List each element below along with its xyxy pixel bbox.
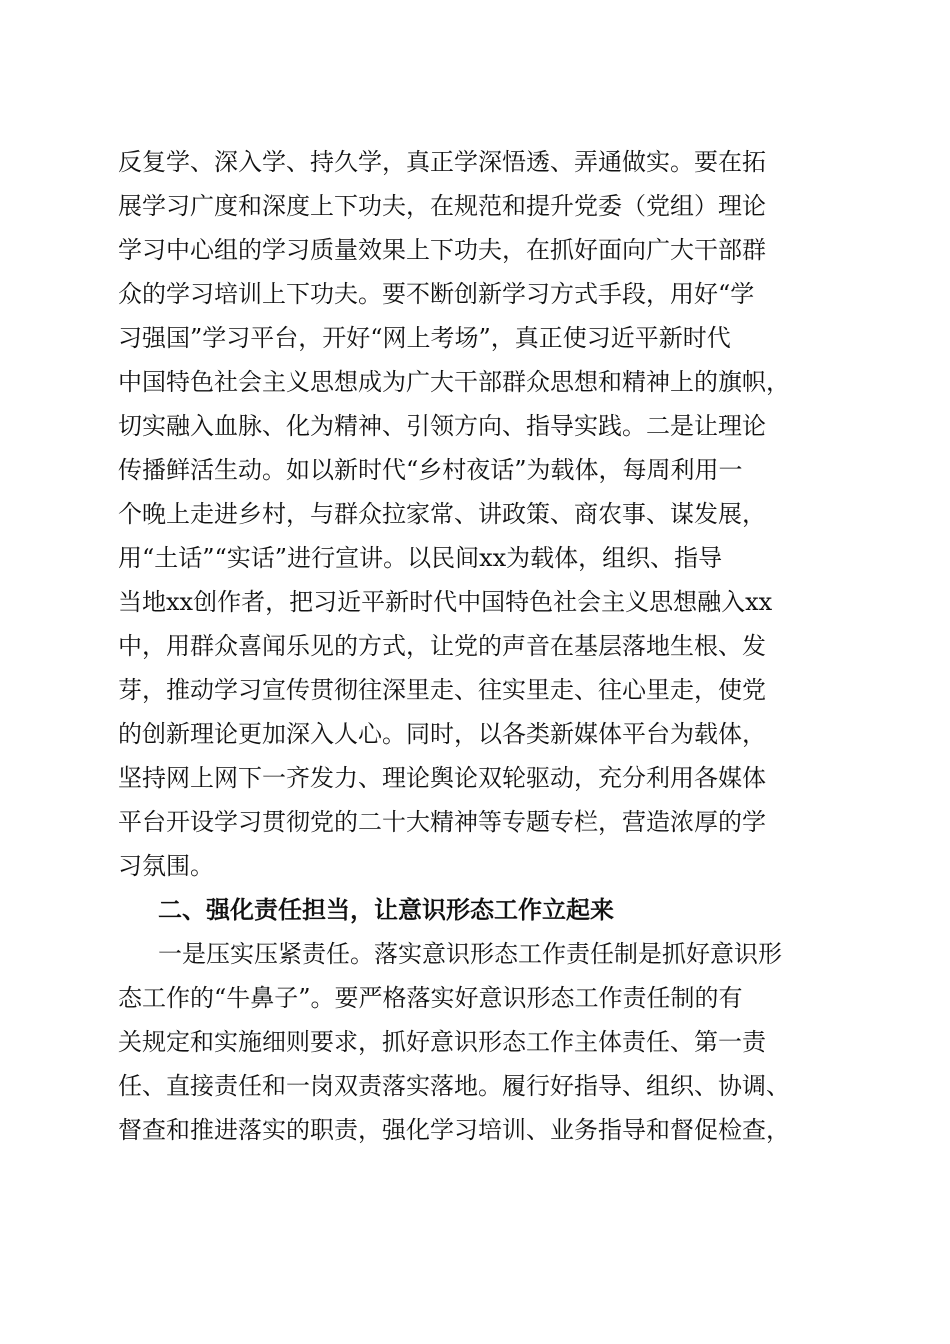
text-line: 的创新理论更加深入人心。同时，以各类新媒体平台为载体， [118, 720, 766, 748]
text-line: 中国特色社会主义思想成为广大干部群众思想和精神上的旗帜， [118, 368, 790, 396]
text-line: 当地xx创作者，把习近平新时代中国特色社会主义思想融入xx [118, 588, 773, 616]
body-text [118, 140, 838, 1152]
text-line: 用“土话”“实话”进行宣讲。以民间xx为载体，组织、指导 [118, 544, 723, 572]
text-line: 一是压实压紧责任。落实意识形态工作责任制是抓好意识形 [158, 940, 782, 968]
text-line: 学习中心组的学习质量效果上下功夫，在抓好面向广大干部群 [118, 236, 766, 264]
text-line: 中，用群众喜闻乐见的方式，让党的声音在基层落地生根、发 [118, 632, 766, 660]
section-heading: 二、强化责任担当，让意识形态工作立起来 [158, 895, 614, 924]
text-line: 芽，推动学习宣传贯彻往深里走、往实里走、往心里走，使党 [118, 676, 766, 704]
text-line: 任、直接责任和一岗双责落实落地。履行好指导、组织、协调、 [118, 1072, 790, 1100]
text-line: 切实融入血脉、化为精神、引领方向、指导实践。二是让理论 [118, 412, 766, 440]
text-line: 坚持网上网下一齐发力、理论舆论双轮驱动，充分利用各媒体 [118, 764, 766, 792]
text-line: 习强国”学习平台，开好“网上考场”，真正使习近平新时代 [118, 324, 731, 352]
text-line: 关规定和实施细则要求，抓好意识形态工作主体责任、第一责 [118, 1028, 766, 1056]
text-line: 众的学习培训上下功夫。要不断创新学习方式手段，用好“学 [118, 280, 755, 308]
text-line: 平台开设学习贯彻党的二十大精神等专题专栏，营造浓厚的学 [118, 808, 766, 836]
text-line: 反复学、深入学、持久学，真正学深悟透、弄通做实。要在拓 [118, 148, 766, 176]
text-line: 传播鲜活生动。如以新时代“乡村夜话”为载体，每周利用一 [118, 456, 743, 484]
text-line: 态工作的“牛鼻子”。要严格落实好意识形态工作责任制的有 [118, 984, 743, 1012]
text-line: 督查和推进落实的职责，强化学习培训、业务指导和督促检查， [118, 1116, 790, 1144]
text-line: 习氛围。 [118, 852, 214, 880]
text-line: 展学习广度和深度上下功夫，在规范和提升党委（党组）理论 [118, 192, 766, 220]
text-line: 个晚上走进乡村，与群众拉家常、讲政策、商农事、谋发展， [118, 500, 766, 528]
